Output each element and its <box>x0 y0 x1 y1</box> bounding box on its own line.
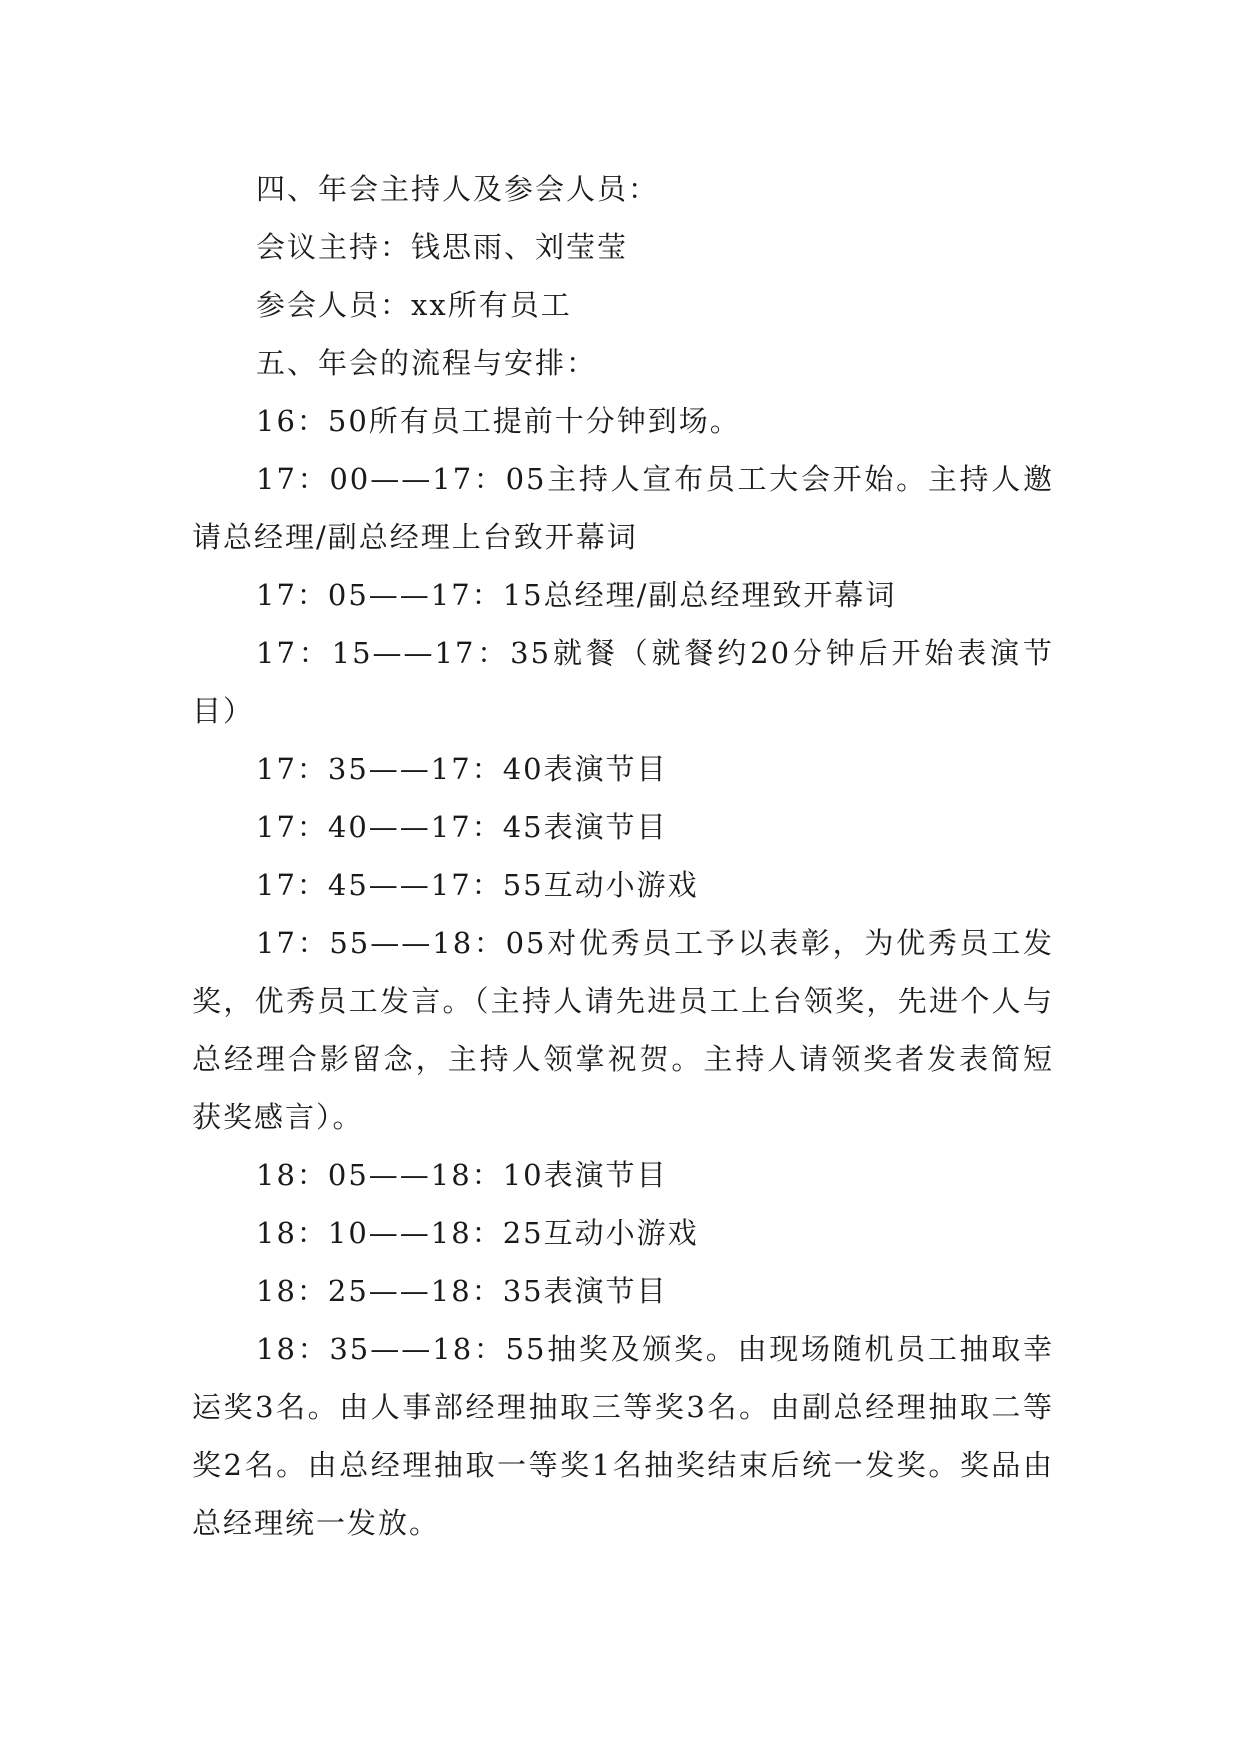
schedule-item: 17：45——17：55互动小游戏 <box>256 868 699 902</box>
section-heading-schedule: 五、年会的流程与安排： <box>256 346 598 380</box>
schedule-item: 17：40——17：45表演节目 <box>256 810 668 844</box>
document-page <box>192 160 1054 1552</box>
schedule-item: 18：25——18：35表演节目 <box>256 1274 668 1308</box>
schedule-item: 18：35——18：55抽奖及颁奖。由现场随机员工抽取幸运奖3名。由人事部经理抽取三等奖3名。由副总经理抽取二等奖2名。由总经理抽取一等奖1名抽奖结束后统一发奖。奖品由总经理统一发放。 <box>192 1332 1054 1540</box>
schedule-item: 17：05——17：15总经理/副总经理致开幕词 <box>256 578 897 612</box>
schedule-item: 17：55——18：05对优秀员工予以表彰，为优秀员工发奖，优秀员工发言。（主持人请先进员工上台领奖，先进个人与总经理合影留念，主持人领掌祝贺。主持人请领奖者发表简短获奖感言）。 <box>192 926 1054 1134</box>
schedule-item: 17：15——17：35就餐（就餐约20分钟后开始表演节目） <box>192 636 1054 728</box>
schedule-item: 18：10——18：25互动小游戏 <box>256 1216 699 1250</box>
schedule-item: 17：35——17：40表演节目 <box>256 752 668 786</box>
hosts-line: 会议主持：钱思雨、刘莹莹 <box>256 230 629 264</box>
schedule-item: 17：00——17：05主持人宣布员工大会开始。主持人邀请总经理/副总经理上台致开幕词 <box>192 462 1054 554</box>
section-heading-hosts-attendees: 四、年会主持人及参会人员： <box>256 172 660 206</box>
attendees-line: 参会人员：xx所有员工 <box>256 288 572 322</box>
schedule-item: 16：50所有员工提前十分钟到场。 <box>256 404 741 438</box>
schedule-item: 18：05——18：10表演节目 <box>256 1158 668 1192</box>
